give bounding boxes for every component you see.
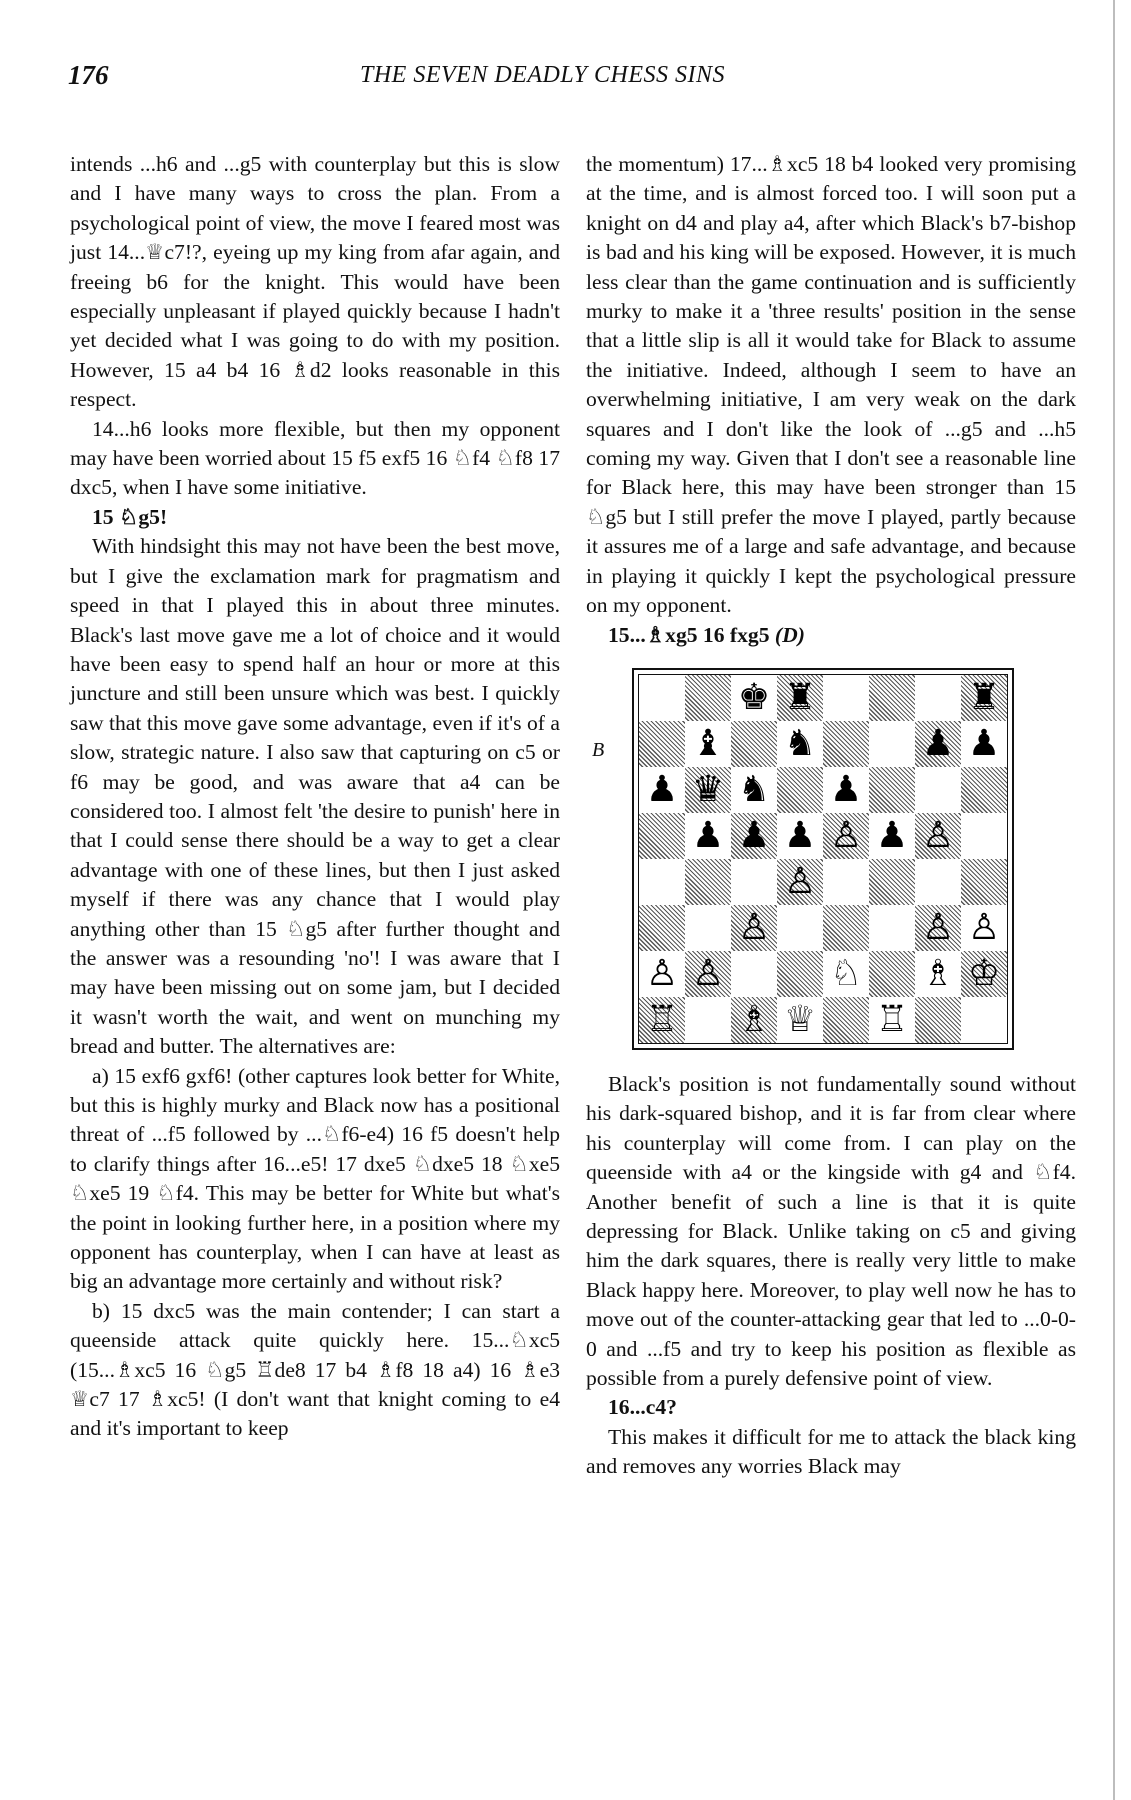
right-paragraph-2: Black's position is not fundamentally sound without his dark-squared bishop, and it is far from clear where his counterplay will come from. I can play on the queenside with a4 or the kingside with g4 and ♘f4. Another benefit of such a line is that it is quite depressing for Black. Unlike taking on c5 and giving him the dark squares, there is really very little to make Black happy here. Moreover, to play well now he has to move out of the counter-attacking gear that led to ...0-0-0 and ...f5 and try to keep his position as flexible as possible from a purely defensive point of view. bbox=[586, 1071, 1076, 1390]
square-c8 bbox=[731, 675, 777, 721]
square-d6 bbox=[777, 767, 823, 813]
square-d3 bbox=[777, 905, 823, 951]
chess-piece-d4: ♙ bbox=[783, 860, 817, 902]
square-h6 bbox=[961, 767, 1007, 813]
move-16-c4: 16...c4? bbox=[608, 1395, 677, 1420]
square-e3 bbox=[823, 905, 869, 951]
square-d4 bbox=[777, 859, 823, 905]
square-d5 bbox=[777, 813, 823, 859]
left-paragraph-variation-a: a) 15 exf6 gxf6! (other captures look better for White, but this is highly murky and Black now has a positional threat of ...f5 followed by ...♘f6-e4) 16 f5 doesn't help to clarify things after 16...e5! 17 dxe5 ♘dxe5 18 ♘xe5 ♘xe5 19 ♘f4. This may be better for White but what's the point in looking further here, in a position where my opponent has counterplay, when I can have at least as big an advantage more certainly and without risk? bbox=[70, 1063, 560, 1294]
square-e4 bbox=[823, 859, 869, 905]
square-c2 bbox=[731, 951, 777, 997]
square-f3 bbox=[869, 905, 915, 951]
chessboard-grid bbox=[638, 674, 1008, 1044]
square-a7 bbox=[639, 721, 685, 767]
chess-piece-a6: ♟ bbox=[645, 768, 679, 810]
square-e8 bbox=[823, 675, 869, 721]
square-g3 bbox=[915, 905, 961, 951]
chess-diagram bbox=[586, 668, 1076, 1046]
running-title: THE SEVEN DEADLY CHESS SINS bbox=[360, 62, 726, 88]
square-e1 bbox=[823, 997, 869, 1043]
left-paragraph-1: intends ...h6 and ...g5 with counterplay but this is slow and I have many ways to cross the plan. From a psychological point of view, the move I feared most was just 14...♕c7!?, eyeing up my king from afar again, and freeing b6 for the knight. This would have been especially unpleasant if played quickly because I hadn't yet decided what I was going to do with my position. However, 15 a4 b4 16 ♗d2 looks reasonable in this respect. bbox=[70, 152, 560, 412]
chess-piece-a1: ♖ bbox=[645, 998, 679, 1040]
square-g1 bbox=[915, 997, 961, 1043]
square-e6 bbox=[823, 767, 869, 813]
square-h5 bbox=[961, 813, 1007, 859]
move-15-bxg5 bbox=[586, 621, 1076, 650]
square-f8 bbox=[869, 675, 915, 721]
square-b3 bbox=[685, 905, 731, 951]
chess-piece-h7: ♟ bbox=[967, 722, 1001, 764]
chess-piece-d7: ♞ bbox=[783, 722, 817, 764]
square-a3 bbox=[639, 905, 685, 951]
square-b4 bbox=[685, 859, 731, 905]
square-c4 bbox=[731, 859, 777, 905]
square-f2 bbox=[869, 951, 915, 997]
chess-piece-e2: ♘ bbox=[829, 952, 863, 994]
square-h1 bbox=[961, 997, 1007, 1043]
chess-piece-c1: ♗ bbox=[737, 998, 771, 1040]
chess-piece-b6: ♛ bbox=[691, 768, 725, 810]
chessboard bbox=[632, 668, 1014, 1050]
chess-piece-e5: ♙ bbox=[829, 814, 863, 856]
right-column bbox=[586, 150, 1076, 1482]
square-e2 bbox=[823, 951, 869, 997]
chess-piece-b5: ♟ bbox=[691, 814, 725, 856]
square-b1 bbox=[685, 997, 731, 1043]
right-paragraph-1: the momentum) 17...♗xc5 18 b4 looked very promising at the time, and is almost forced too. I will soon put a knight on d4 and play a4, after which Black's b7-bishop is bad and his king will be exposed. However, it is much less clear than the game continuation and is sufficiently murky to make it a 'three results' position in the sense that a little slip is all it would take for Black to assume the initiative. Indeed, although I seem to have an overwhelming initiative, I am very weak on the dark squares and I don't like the look of ...g5 and ...h5 coming my way. Given that I don't see a reasonable line for Black here, this may have been stronger than 15 ♘g5 but I still prefer the move I played, partly because it assures me of a large and safe advantage, and because in playing it quickly I kept the psychological pressure on my opponent. bbox=[586, 152, 1076, 618]
square-g7 bbox=[915, 721, 961, 767]
square-b7 bbox=[685, 721, 731, 767]
chess-piece-c3: ♙ bbox=[737, 906, 771, 948]
square-e7 bbox=[823, 721, 869, 767]
square-d7 bbox=[777, 721, 823, 767]
chess-piece-f5: ♟ bbox=[875, 814, 909, 856]
square-d1 bbox=[777, 997, 823, 1043]
chess-piece-c6: ♞ bbox=[737, 768, 771, 810]
square-f5 bbox=[869, 813, 915, 859]
square-a1 bbox=[639, 997, 685, 1043]
chess-piece-a2: ♙ bbox=[645, 952, 679, 994]
square-b8 bbox=[685, 675, 731, 721]
square-f1 bbox=[869, 997, 915, 1043]
square-h4 bbox=[961, 859, 1007, 905]
square-h7 bbox=[961, 721, 1007, 767]
chess-piece-c8: ♚ bbox=[737, 676, 771, 718]
square-a2 bbox=[639, 951, 685, 997]
page-number: 176 bbox=[68, 60, 109, 90]
square-f4 bbox=[869, 859, 915, 905]
square-a6 bbox=[639, 767, 685, 813]
right-paragraph-3: This makes it difficult for me to attack the black king and removes any worries Black may bbox=[586, 1424, 1076, 1479]
square-h2 bbox=[961, 951, 1007, 997]
square-f7 bbox=[869, 721, 915, 767]
square-e5 bbox=[823, 813, 869, 859]
square-b2 bbox=[685, 951, 731, 997]
left-paragraph-2: 14...h6 looks more flexible, but then my opponent may have been worried about 15 f5 exf5 16 ♘f4 ♘f8 17 dxc5, when I have some initiative. bbox=[70, 416, 560, 500]
square-h8 bbox=[961, 675, 1007, 721]
chess-piece-d1: ♕ bbox=[783, 998, 817, 1040]
left-paragraph-variation-b: b) 15 dxc5 was the main contender; I can start a queenside attack quite quickly here. 15...♘xc5 (15...♗xc5 16 ♘g5 ♖de8 17 b4 ♗f8 18 a4) 16 ♗e3 ♕c7 17 ♗xc5! (I don't want that knight coming to e4 and it's important to keep bbox=[70, 1298, 560, 1441]
diagram-marker: (D) bbox=[774, 622, 805, 647]
square-c7 bbox=[731, 721, 777, 767]
chess-piece-g2: ♗ bbox=[921, 952, 955, 994]
square-c5 bbox=[731, 813, 777, 859]
chess-piece-b7: ♝ bbox=[691, 722, 725, 764]
page-edge bbox=[1113, 0, 1115, 1800]
square-g8 bbox=[915, 675, 961, 721]
chess-piece-h3: ♙ bbox=[967, 906, 1001, 948]
square-d8 bbox=[777, 675, 823, 721]
square-b6 bbox=[685, 767, 731, 813]
chess-piece-g7: ♟ bbox=[921, 722, 955, 764]
move-15-bxg5-text: 15...♗xg5 16 fxg5 bbox=[608, 622, 770, 647]
square-g2 bbox=[915, 951, 961, 997]
chess-piece-e6: ♟ bbox=[829, 768, 863, 810]
left-column bbox=[70, 150, 560, 1444]
chess-piece-d8: ♜ bbox=[783, 676, 817, 718]
square-c3 bbox=[731, 905, 777, 951]
square-b5 bbox=[685, 813, 731, 859]
chess-piece-c5: ♟ bbox=[737, 814, 771, 856]
chess-piece-f1: ♖ bbox=[875, 998, 909, 1040]
left-paragraph-3: With hindsight this may not have been the best move, but I give the exclamation mark for pragmatism and speed in that I played this in about three minutes. Black's last move gave me a lot of choice and it would have been easy to spend half an hour or more at this juncture and still been unsure which was best. I quickly saw that this move gave some advantage, even if it's of a slow, strategic nature. I also saw that capturing on c5 or f6 may be good, and was aware that a4 can be considered too. I almost felt 'the desire to punish' here in that I could sense there should be a way to get a clear advantage with one of these lines, but then I just asked myself if there was any chance that I would play anything other than 15 ♘g5 after further thought and the answer was a resounding 'no'! I was aware that I may have been missing out on some jam, but I decided it wasn't worth the wait, and went on munching my bread and butter. The alternatives are: bbox=[70, 534, 560, 1059]
chess-piece-g5: ♙ bbox=[921, 814, 955, 856]
square-g5 bbox=[915, 813, 961, 859]
square-d2 bbox=[777, 951, 823, 997]
square-c1 bbox=[731, 997, 777, 1043]
square-g6 bbox=[915, 767, 961, 813]
chess-piece-h8: ♜ bbox=[967, 676, 1001, 718]
chess-piece-g3: ♙ bbox=[921, 906, 955, 948]
chess-piece-h2: ♔ bbox=[967, 952, 1001, 994]
move-15-ng5: 15 ♘g5! bbox=[92, 504, 168, 529]
side-to-move: B bbox=[592, 738, 605, 761]
square-a8 bbox=[639, 675, 685, 721]
square-g4 bbox=[915, 859, 961, 905]
square-c6 bbox=[731, 767, 777, 813]
chess-piece-b2: ♙ bbox=[691, 952, 725, 994]
square-a4 bbox=[639, 859, 685, 905]
square-f6 bbox=[869, 767, 915, 813]
square-h3 bbox=[961, 905, 1007, 951]
chess-piece-d5: ♟ bbox=[783, 814, 817, 856]
square-a5 bbox=[639, 813, 685, 859]
